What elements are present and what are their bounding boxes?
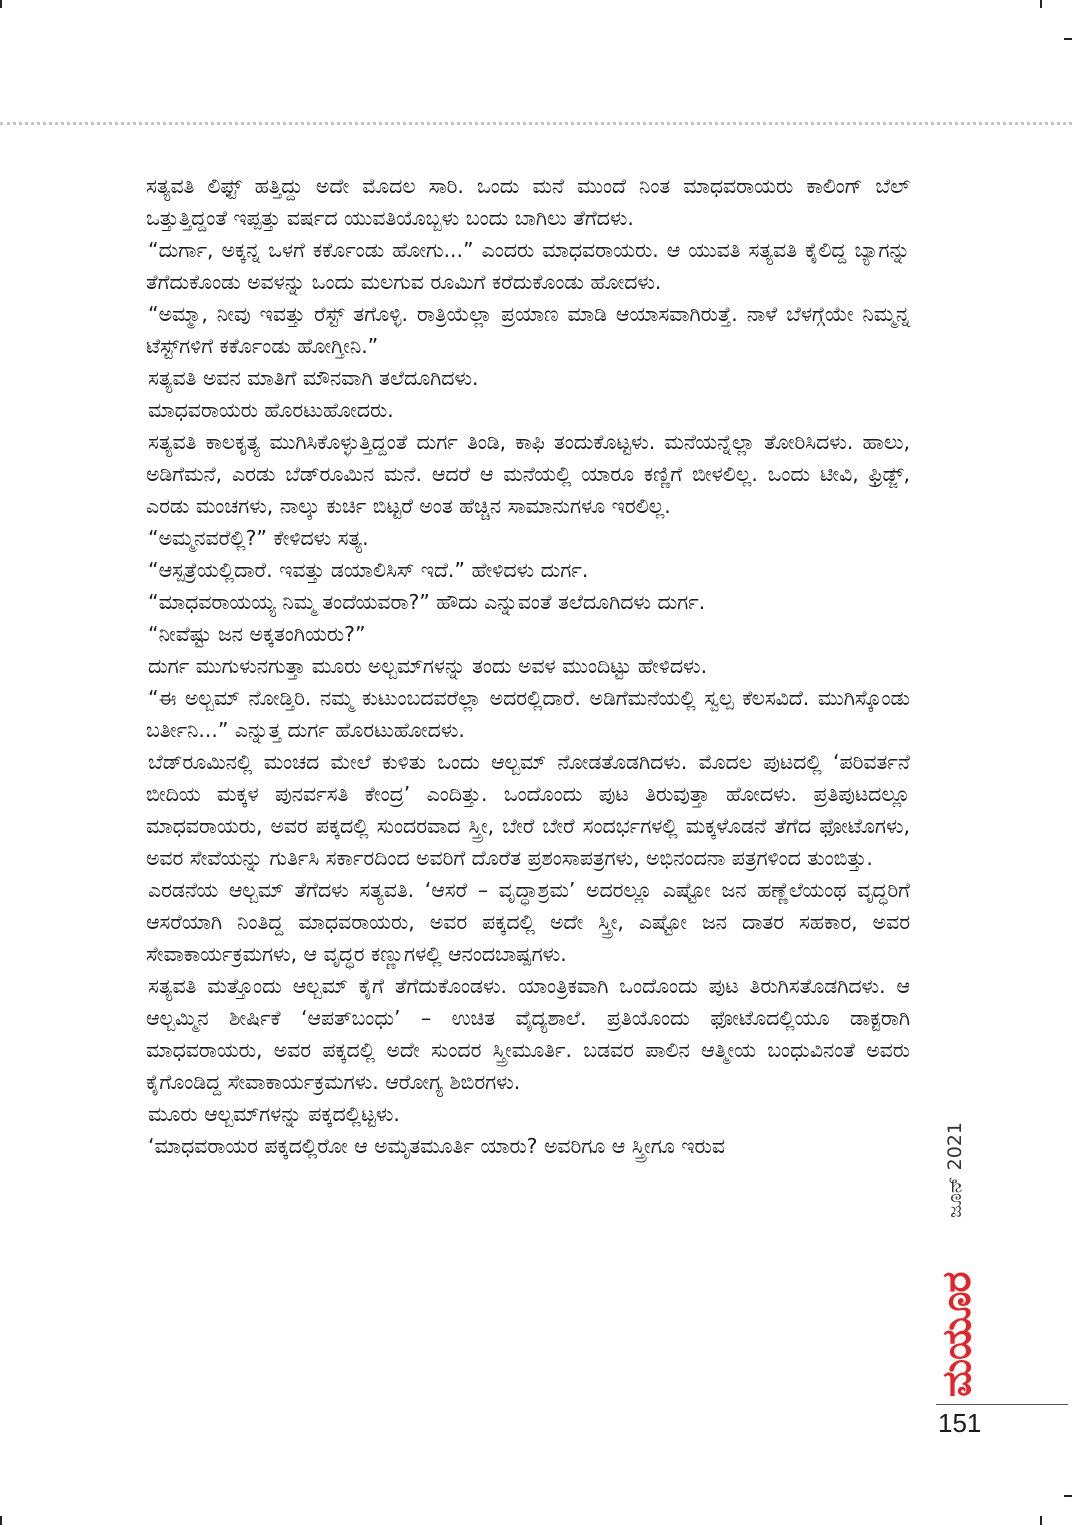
page-number: 151 xyxy=(938,1408,982,1438)
page-number-rule xyxy=(936,1404,1068,1405)
crop-mark-bottom-left xyxy=(0,1516,2,1525)
magazine-logo-text: ಮಯೂರ xyxy=(934,1272,980,1397)
crop-mark-right-upper xyxy=(1064,38,1072,40)
crop-mark-right-lower xyxy=(1064,1495,1072,1497)
paragraph: “ಅಮ್ಮಾ, ನೀವು ಇವತ್ತು ರೆಸ್ಟ್ ತಗೊಳ್ಳಿ. ರಾತ್ರಿಯೆಲ್ಲಾ ಪ್ರಯಾಣ ಮಾಡಿ ಆಯಾಸವಾಗಿರುತ್ತೆ. ನಾಳೆ ಬೆಳಗ್ಗೆಯೇ ನಿಮ್ಮನ್ನ ಟೆಸ್ಟ್‌ಗಳಿಗೆ ಕರ್ಕೊಂಡು ಹೋಗ್ತೀನಿ.” xyxy=(146,302,910,358)
magazine-logo xyxy=(932,1227,992,1402)
paragraph: “ಈ ಅಲ್ಬಮ್ ನೋಡ್ತಿರಿ. ನಮ್ಮ ಕುಟುಂಬದವರೆಲ್ಲಾ ಅದರಲ್ಲಿದಾರೆ. ಅಡಿಗೆಮನೆಯಲ್ಲಿ ಸ್ವಲ್ಪ ಕೆಲಸವಿದೆ. ಮುಗಿಸ್ಕೊಂಡು ಬರ್ತೀನಿ...” ಎನ್ನುತ್ತ ದುರ್ಗ ಹೊರಟುಹೋದಳು. xyxy=(146,686,910,742)
header-dotted-rule xyxy=(0,122,1072,125)
paragraph: ಸತ್ಯವತಿ ಅವನ ಮಾತಿಗೆ ಮೌನವಾಗಿ ತಲೆದೂಗಿದಳು. xyxy=(148,366,479,390)
issue-date: ಜೂನ್ 2021 xyxy=(944,1121,966,1218)
paragraph: ಬೆಡ್‌ರೂಮಿನಲ್ಲಿ ಮಂಚದ ಮೇಲೆ ಕುಳಿತು ಒಂದು ಆಲ್ಬಮ್ ನೋಡತೊಡಗಿದಳು. ಮೊದಲ ಪುಟದಲ್ಲಿ ‘ಪರಿವರ್ತನೆ ಬೀದಿಯ ಮಕ್ಕಳ ಪುನರ್ವಸತಿ ಕೇಂದ್ರ’ ಎಂದಿತ್ತು. ಒಂದೊಂದು ಪುಟ ತಿರುವುತ್ತಾ ಹೋದಳು. ಪ್ರತಿಪುಟದಲ್ಲೂ ಮಾಧವರಾಯರು, ಅವರ ಪಕ್ಕದಲ್ಲಿ ಸುಂದರವಾದ ಸ್ತ್ರೀ, ಬೇರೆ ಬೇರೆ ಸಂದರ್ಭಗಳಲ್ಲಿ ಮಕ್ಕಳೊಡನೆ ತೆಗೆದ ಫೋಟೊಗಳು, ಅವರ ಸೇವೆಯನ್ನು ಗುರ್ತಿಸಿ ಸರ್ಕಾರದಿಂದ ಅವರಿಗೆ ದೊರೆತ ಪ್ರಶಂಸಾಪತ್ರಗಳು, ಅಭಿನಂದನಾ ಪತ್ರಗಳಿಂದ ತುಂಬಿತ್ತು. xyxy=(146,750,910,870)
paragraph: “ಅಮ್ಮನವರೆಲ್ಲಿ?” ಕೇಳಿದಳು ಸತ್ಯ. xyxy=(148,526,369,550)
crop-mark-bottom-right xyxy=(1040,1516,1042,1525)
paragraph: ದುರ್ಗ ಮುಗುಳುನಗುತ್ತಾ ಮೂರು ಅಲ್ಬಮ್‌ಗಳನ್ನು ತಂದು ಅವಳ ಮುಂದಿಟ್ಟು ಹೇಳಿದಳು. xyxy=(148,654,708,678)
paragraph: “ನೀವೆಷ್ಟು ಜನ ಅಕ್ಕತಂಗಿಯರು?” xyxy=(148,622,366,646)
paragraph: ಸತ್ಯವತಿ ಮತ್ತೊಂದು ಆಲ್ಬಮ್ ಕೈಗೆ ತೆಗೆದುಕೊಂಡಳು. ಯಾಂತ್ರಿಕವಾಗಿ ಒಂದೊಂದು ಪುಟ ತಿರುಗಿಸತೊಡಗಿದಳು. ಆ ಆಲ್ಬಮ್ಮಿನ ಶೀರ್ಷಿಕೆ ‘ಆಪತ್‌ಬಂಧು’ – ಉಚಿತ ವೈದ್ಯಶಾಲೆ. ಪ್ರತಿಯೊಂದು ಫೋಟೊದಲ್ಲಿಯೂ ಡಾಕ್ಟರಾಗಿ ಮಾಧವರಾಯರು, ಅವರ ಪಕ್ಕದಲ್ಲಿ ಅದೇ ಸುಂದರ ಸ್ತ್ರೀಮೂರ್ತಿ. ಬಡವರ ಪಾಲಿನ ಆತ್ಮೀಯ ಬಂಧುವಿನಂತೆ ಅವರು ಕೈಗೊಂಡಿದ್ದ ಸೇವಾಕಾರ್ಯಕ್ರಮಗಳು. ಆರೋಗ್ಯ ಶಿಬಿರಗಳು. xyxy=(146,974,910,1094)
paragraph: “ದುರ್ಗಾ, ಅಕ್ಕನ್ನ ಒಳಗೆ ಕರ್ಕೊಂಡು ಹೋಗು...” ಎಂದರು ಮಾಧವರಾಯರು. ಆ ಯುವತಿ ಸತ್ಯವತಿ ಕೈಲಿದ್ದ ಬ್ಯಾಗನ್ನು ತೆಗೆದುಕೊಂಡು ಅವಳನ್ನು ಒಂದು ಮಲಗುವ ರೂಮಿಗೆ ಕರೆದುಕೊಂಡು ಹೋದಳು. xyxy=(146,238,910,294)
crop-mark-top-right xyxy=(1040,0,1042,8)
crop-mark-top-left xyxy=(0,0,2,8)
paragraph: “ಮಾಧವರಾಯಯ್ಯ ನಿಮ್ಮ ತಂದೆಯವರಾ?” ಹೌದು ಎನ್ನುವಂತೆ ತಲೆದೂಗಿದಳು ದುರ್ಗ. xyxy=(148,590,706,614)
paragraph: ‘ಮಾಧವರಾಯರ ಪಕ್ಕದಲ್ಲಿರೋ ಆ ಅಮೃತಮೂರ್ತಿ ಯಾರು? ಅವರಿಗೂ ಆ ಸ್ತ್ರೀಗೂ ಇರುವ xyxy=(148,1134,725,1158)
paragraph: “ಆಸ್ಪತ್ರೆಯಲ್ಲಿದಾರೆ. ಇವತ್ತು ಡಯಾಲಿಸಿಸ್ ಇದೆ.” ಹೇಳಿದಳು ದುರ್ಗ. xyxy=(148,558,589,582)
paragraph: ಸತ್ಯವತಿ ಲಿಫ್ಟ್ ಹತ್ತಿದ್ದು ಅದೇ ಮೊದಲ ಸಾರಿ. ಒಂದು ಮನೆ ಮುಂದೆ ನಿಂತ ಮಾಧವರಾಯರು ಕಾಲಿಂಗ್ ಬೆಲ್ ಒತ್ತುತ್ತಿದ್ದಂತೆ ಇಪ್ಪತ್ತು ವರ್ಷದ ಯುವತಿಯೊಬ್ಬಳು ಬಂದು ಬಾಗಿಲು ತೆಗೆದಳು. xyxy=(146,174,910,230)
paragraph: ಎರಡನೆಯ ಆಲ್ಬಮ್ ತೆಗೆದಳು ಸತ್ಯವತಿ. ‘ಆಸರೆ – ವೃದ್ಧಾಶ್ರಮ’ ಅದರಲ್ಲೂ ಎಷ್ಟೋ ಜನ ಹಣ್ಣೆಲೆಯಂಥ ವೃದ್ಧರಿಗೆ ಆಸರೆಯಾಗಿ ನಿಂತಿದ್ದ ಮಾಧವರಾಯರು, ಅವರ ಪಕ್ಕದಲ್ಲಿ ಅದೇ ಸ್ತ್ರೀ, ಎಷ್ಟೋ ಜನ ದಾತರ ಸಹಕಾರ, ಅವರ ಸೇವಾಕಾರ್ಯಕ್ರಮಗಳು, ಆ ವೃದ್ಧರ ಕಣ್ಣುಗಳಲ್ಲಿ ಆನಂದಬಾಷ್ಪಗಳು. xyxy=(146,878,910,966)
paragraph: ಸತ್ಯವತಿ ಕಾಲಕೃತ್ಯ ಮುಗಿಸಿಕೊಳ್ಳುತ್ತಿದ್ದಂತೆ ದುರ್ಗ ತಿಂಡಿ, ಕಾಫಿ ತಂದುಕೊಟ್ಟಳು. ಮನೆಯನ್ನೆಲ್ಲಾ ತೋರಿಸಿದಳು. ಹಾಲು, ಅಡಿಗೆಮನೆ, ಎರಡು ಬೆಡ್‌ರೂಮಿನ ಮನೆ. ಆದರೆ ಆ ಮನೆಯಲ್ಲಿ ಯಾರೂ ಕಣ್ಣಿಗೆ ಬೀಳಲಿಲ್ಲ. ಒಂದು ಟೀವಿ, ಫ್ರಿಡ್ಜ್, ಎರಡು ಮಂಚಗಳು, ನಾಲ್ಕು ಕುರ್ಚಿ ಬಿಟ್ಟರೆ ಅಂತ ಹೆಚ್ಚಿನ ಸಾಮಾನುಗಳೂ ಇರಲಿಲ್ಲ. xyxy=(146,430,910,518)
paragraph: ಮಾಧವರಾಯರು ಹೊರಟುಹೋದರು. xyxy=(148,398,394,422)
article-body xyxy=(146,170,910,1162)
paragraph: ಮೂರು ಆಲ್ಬಮ್‌ಗಳನ್ನು ಪಕ್ಕದಲ್ಲಿಟ್ಟಳು. xyxy=(148,1102,400,1126)
